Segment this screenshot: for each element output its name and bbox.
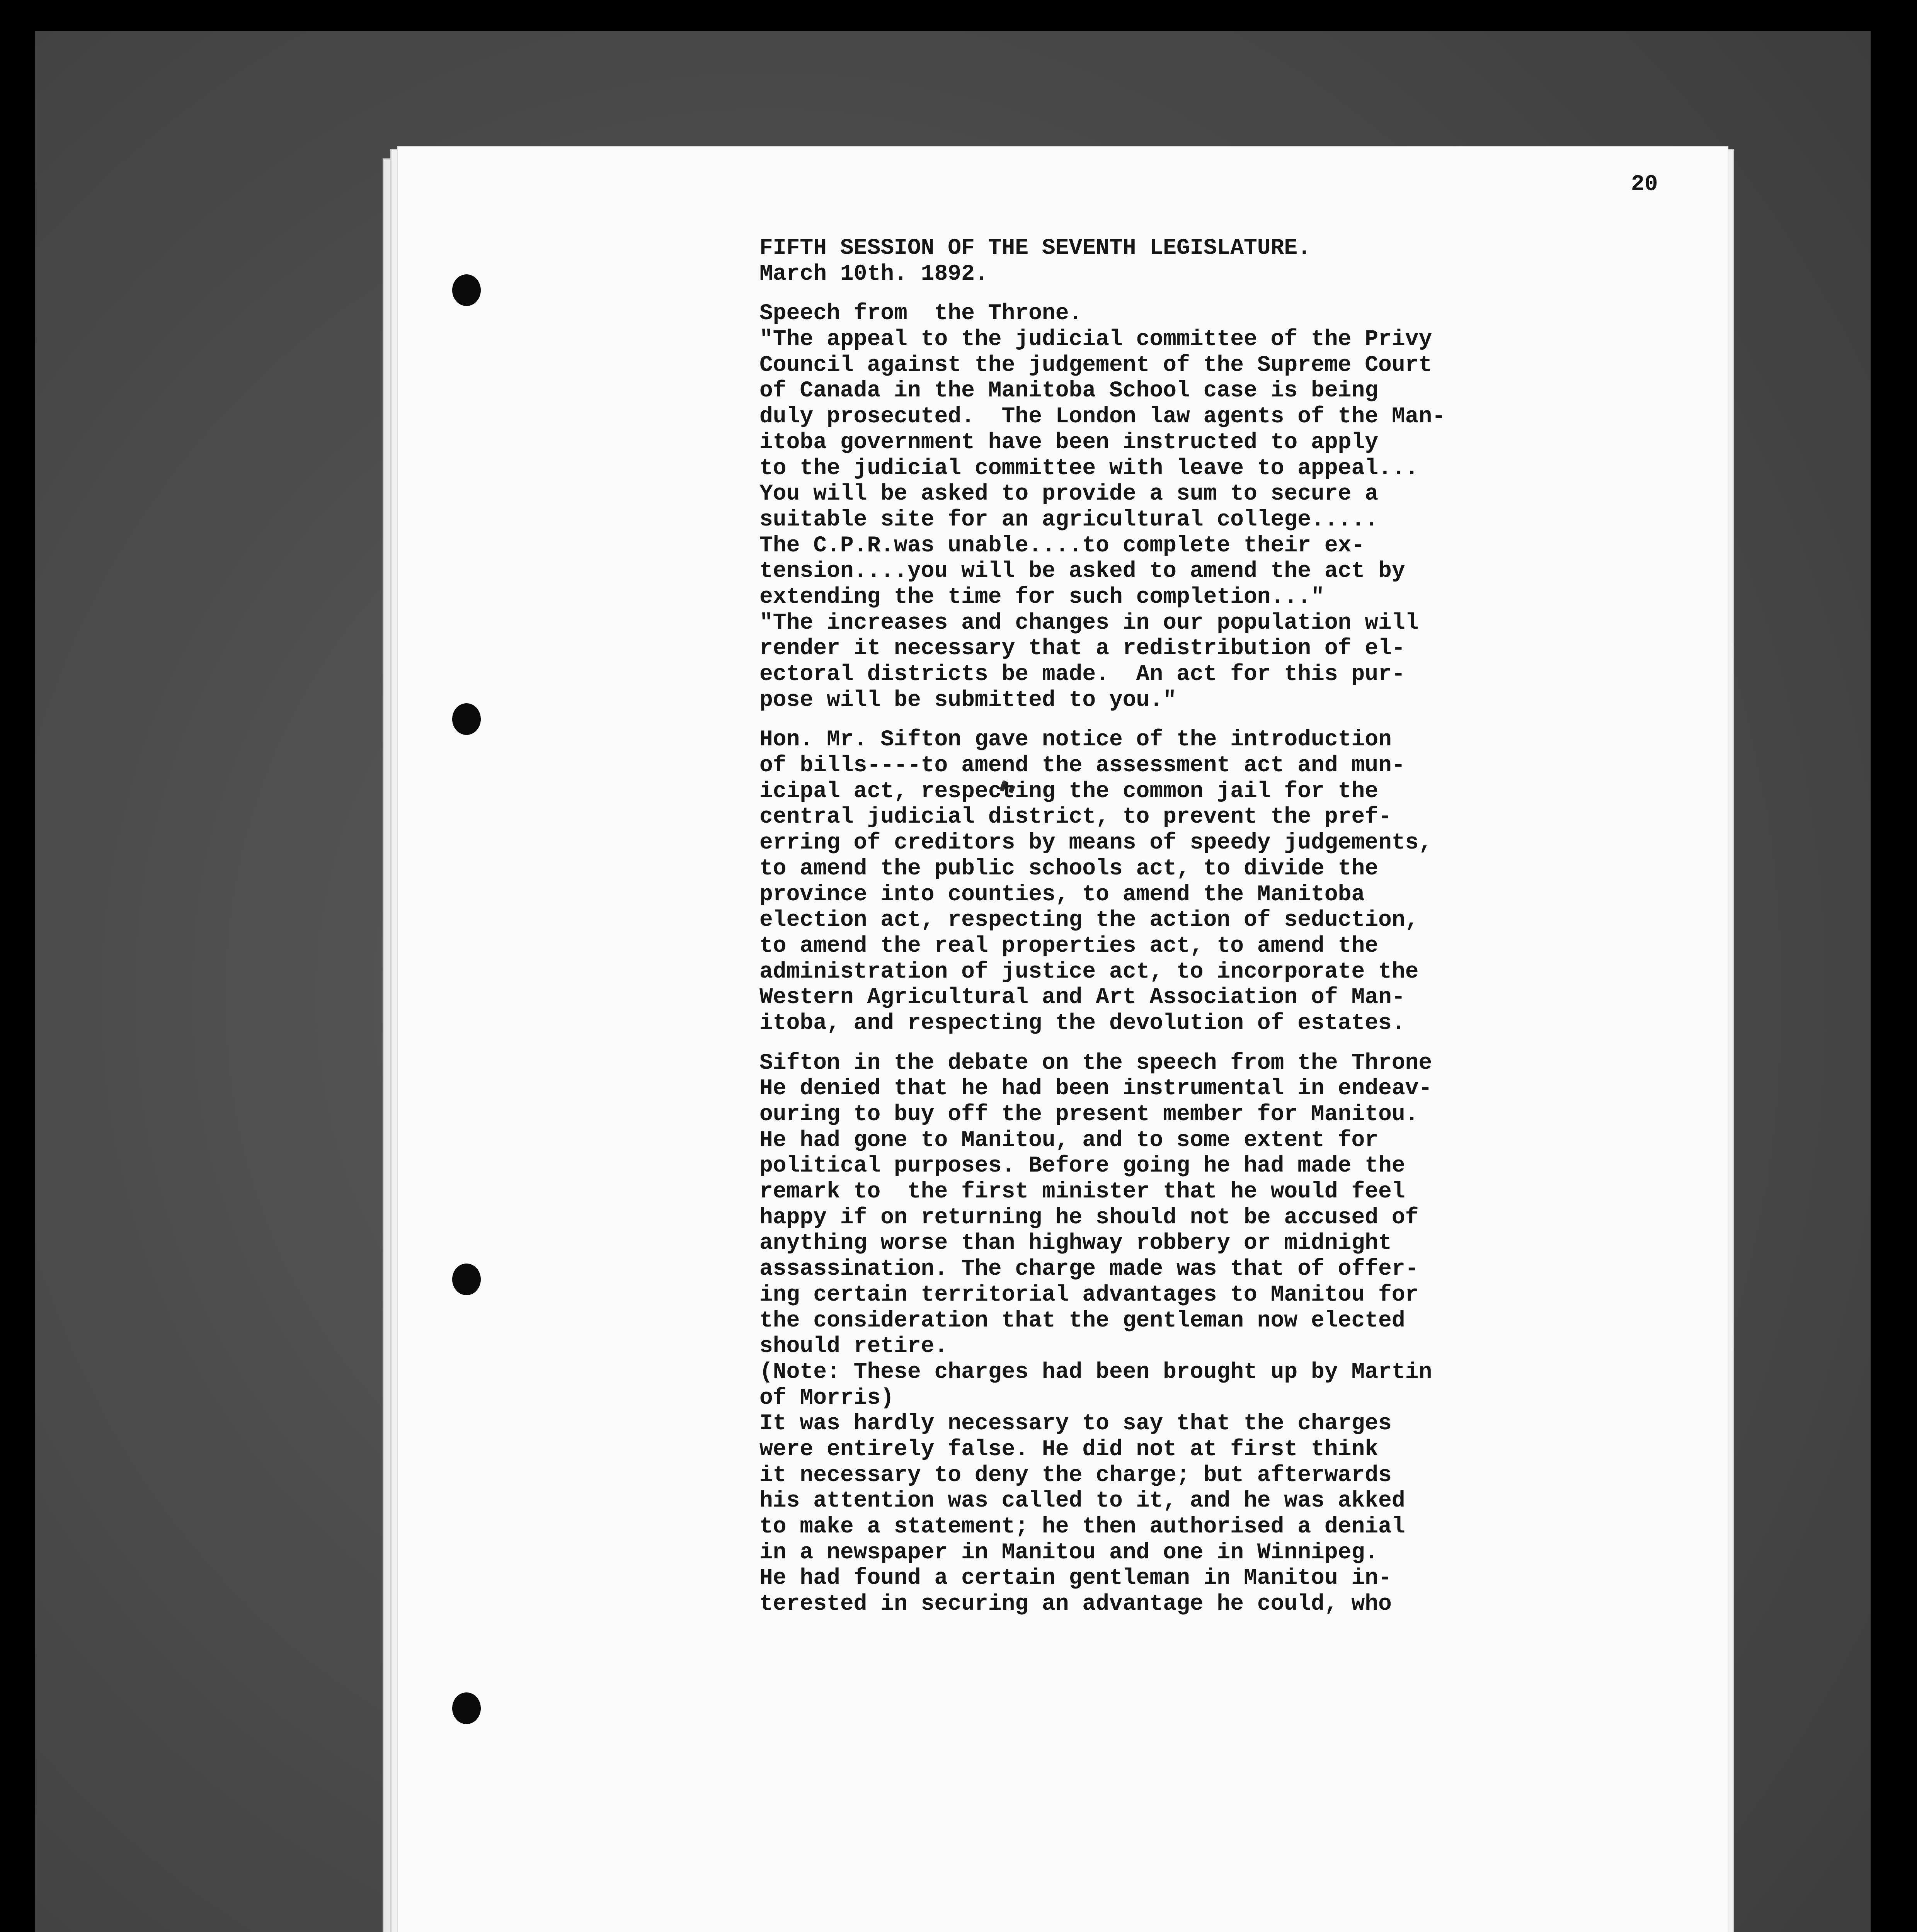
text-line: icipal act, respecting the common jail for the xyxy=(759,779,1379,804)
text-line: were entirely false. He did not at first think xyxy=(759,1437,1379,1462)
punch-hole xyxy=(452,1692,481,1724)
text-line: remark to the first minister that he would feel xyxy=(759,1179,1405,1205)
text-line: Hon. Mr. Sifton gave notice of the introduction xyxy=(759,727,1392,753)
text-line: the consideration that the gentleman now elected xyxy=(759,1308,1405,1333)
text-line: to amend the real properties act, to amend the xyxy=(759,933,1379,959)
text-line: of Canada in the Manitoba School case is being xyxy=(759,378,1379,404)
text-line: "The appeal to the judicial committee of the Privy xyxy=(759,327,1432,352)
page-number: 20 xyxy=(1631,172,1658,197)
typed-text-block xyxy=(759,236,1695,1617)
text-line: of Morris) xyxy=(759,1385,894,1411)
text-line: of bills----to amend the assessment act and mun- xyxy=(759,753,1405,779)
text-line: erring of creditors by means of speedy judgements, xyxy=(759,830,1432,856)
text-line: administration of justice act, to incorporate the xyxy=(759,959,1419,985)
text-line: tension....you will be asked to amend the act by xyxy=(759,559,1405,584)
text-line: anything worse than highway robbery or midnight xyxy=(759,1231,1392,1256)
spacer xyxy=(759,713,1695,727)
punch-hole xyxy=(452,274,481,306)
text-line: happy if on returning he should not be accused of xyxy=(759,1205,1419,1230)
text-line: his attention was called to it, and he was akked xyxy=(759,1488,1405,1514)
text-line: He denied that he had been instrumental in endeav- xyxy=(759,1076,1432,1102)
text-line: province into counties, to amend the Manitoba xyxy=(759,882,1365,907)
text-line: It was hardly necessary to say that the charges xyxy=(759,1411,1392,1437)
text-line: pose will be submitted to you." xyxy=(759,687,1176,713)
text-line: duly prosecuted. The London law agents of the Man- xyxy=(759,404,1446,430)
text-line: ing certain territorial advantages to Manitou for xyxy=(759,1282,1419,1308)
text-line: should retire. xyxy=(759,1334,948,1359)
spacer xyxy=(759,287,1695,301)
text-line: extending the time for such completion..." xyxy=(759,584,1325,610)
text-line: He had found a certain gentleman in Manitou in- xyxy=(759,1566,1392,1591)
text-line: The C.P.R.was unable....to complete their ex- xyxy=(759,533,1365,558)
mounting-board xyxy=(35,31,1871,1932)
typed-page xyxy=(398,147,1728,1932)
text-line: in a newspaper in Manitou and one in Winnipeg. xyxy=(759,1540,1379,1565)
text-line: Western Agricultural and Art Association of Man- xyxy=(759,985,1405,1010)
text-line: to make a statement; he then authorised a denial xyxy=(759,1514,1405,1539)
microfilm-label-strip xyxy=(499,1928,1573,1932)
text-line: Sifton in the debate on the speech from the Throne xyxy=(759,1050,1432,1076)
punch-hole xyxy=(452,703,481,735)
text-line: to the judicial committee with leave to appeal... xyxy=(759,456,1419,481)
heading-line: March 10th. 1892. xyxy=(759,261,988,287)
text-line: to amend the public schools act, to divide the xyxy=(759,856,1379,881)
text-line: Speech from the Throne. xyxy=(759,301,1083,327)
text-line: "The increases and changes in our population will xyxy=(759,610,1419,636)
text-line: Council against the judgement of the Supreme Court xyxy=(759,352,1432,378)
text-line: itoba, and respecting the devolution of estates. xyxy=(759,1010,1405,1036)
text-line: (Note: These charges had been brought up by Martin xyxy=(759,1359,1432,1385)
text-line: assassination. The charge made was that of offer- xyxy=(759,1257,1419,1282)
text-line: terested in securing an advantage he could, who xyxy=(759,1592,1392,1617)
text-line: ectoral districts be made. An act for this pur- xyxy=(759,662,1405,687)
text-line: ouring to buy off the present member for Manitou. xyxy=(759,1102,1419,1127)
text-line: it necessary to deny the charge; but afterwards xyxy=(759,1463,1392,1488)
punch-hole xyxy=(452,1264,481,1295)
text-line: election act, respecting the action of seduction, xyxy=(759,908,1419,933)
text-line: political purposes. Before going he had made the xyxy=(759,1153,1405,1179)
text-line: render it necessary that a redistribution of el- xyxy=(759,636,1405,662)
text-line: suitable site for an agricultural college..... xyxy=(759,507,1379,532)
text-line: central judicial district, to prevent the pref- xyxy=(759,804,1392,830)
text-line: itoba government have been instructed to apply xyxy=(759,430,1379,455)
text-line: He had gone to Manitou, and to some extent for xyxy=(759,1128,1379,1153)
spacer xyxy=(759,1037,1695,1051)
text-line: You will be asked to provide a sum to secure a xyxy=(759,481,1379,507)
heading-line: FIFTH SESSION OF THE SEVENTH LEGISLATURE. xyxy=(759,236,1311,261)
paragraphs xyxy=(759,301,1695,1617)
